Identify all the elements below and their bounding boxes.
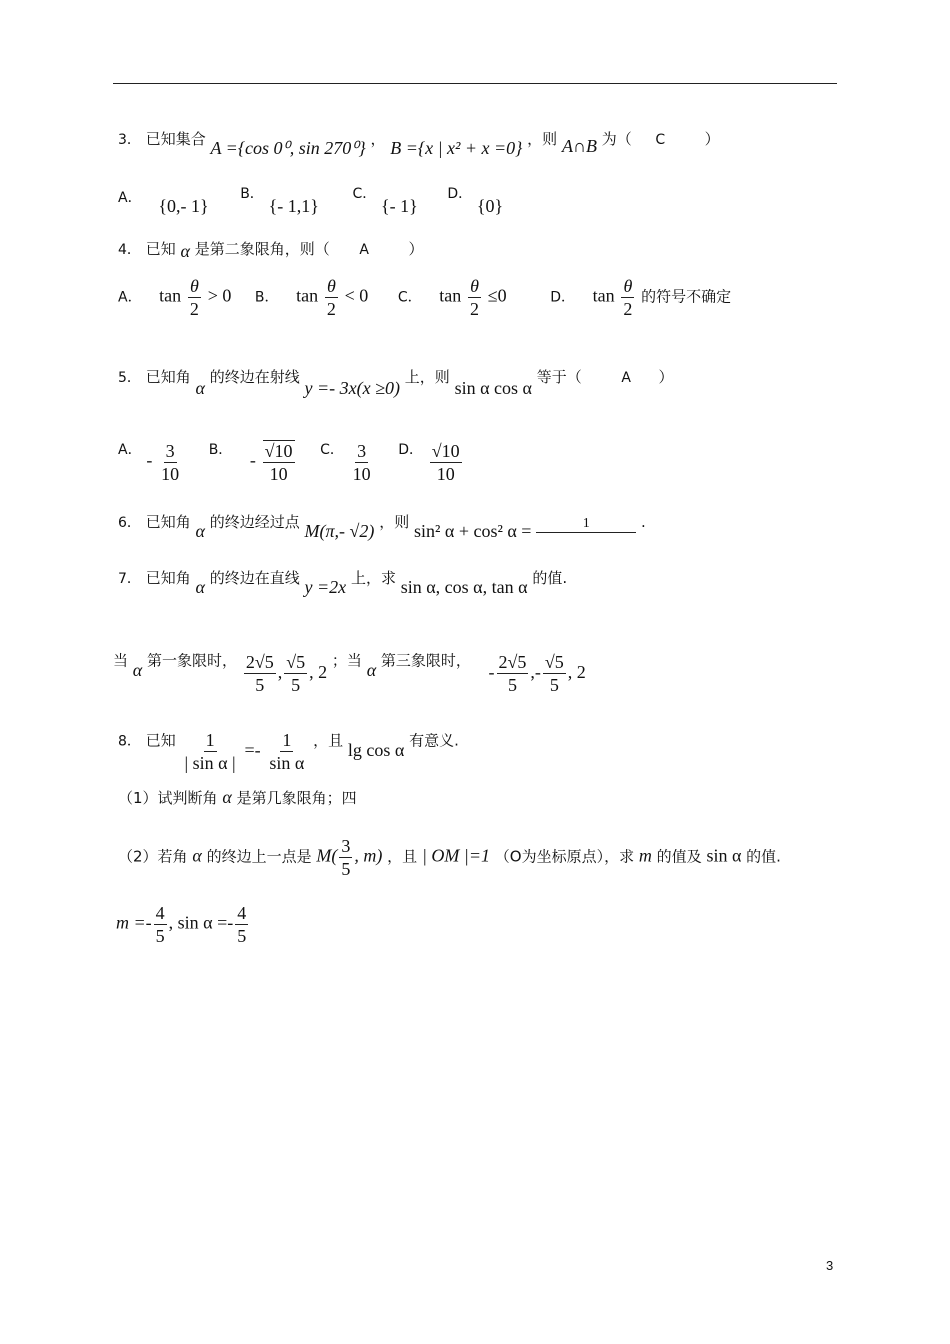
expression: sin α cos α	[454, 378, 532, 398]
question-number: 8．	[118, 733, 141, 750]
option-label: D．	[447, 186, 473, 202]
fraction: $\frac{1}{\text{sin α}}$	[269, 730, 305, 773]
question-5-options: A． - $\frac{3}{10}$ B． - $\frac{√10}{10}$ C． $\frac{3}{10}$ D． $\frac{√10}{10}$	[118, 440, 460, 484]
question-8: 8． 已知 $\frac{1}{\text{| sin α |}}$ =- $\frac{1}{\text{sin α}}$ ，且 lg cos α 有意义.	[118, 730, 459, 773]
fraction: $\frac{√5}{5}$	[286, 652, 306, 695]
answer: A	[621, 370, 631, 386]
question-8-part-2: （2）若角 α 的终边上一点是 M( $\frac{3}{5}$ , m) ，且 | OM |=1 （O为坐标原点），求 m 的值及 sin α 的值.	[118, 836, 781, 879]
question-number: 6．	[118, 515, 141, 531]
fraction: $\frac{3}{10}$	[352, 440, 371, 484]
answer: C	[655, 132, 666, 148]
question-8-part-1: （1）试判断角 α 是第几象限角；四	[118, 787, 357, 807]
answer-blank: 1	[536, 516, 636, 533]
fraction: $\frac{1}{\text{| sin α |}}$	[184, 730, 236, 773]
question-number: 4．	[118, 242, 141, 258]
fraction: $\frac{\theta}{2}$	[326, 276, 336, 319]
expression: sin² α + cos² α =	[413, 521, 532, 541]
fraction: $\frac{√5}{5}$	[544, 652, 564, 695]
page-number: 3	[826, 1258, 834, 1273]
option-value: {0}	[476, 196, 504, 216]
point-m: M(π,- √2)	[304, 521, 375, 541]
question-8-answer: m =- $\frac{4}{5}$ , sin α =- $\frac{4}{5}$	[116, 903, 247, 946]
fraction: $\frac{√10}{10}$	[264, 441, 293, 484]
fraction: $\frac{4}{5}$	[155, 903, 165, 946]
option-label: A．	[118, 190, 142, 206]
question-text: 已知集合	[145, 130, 206, 148]
option-value: {- 1}	[381, 196, 418, 216]
fraction: $\frac{3}{10}$	[161, 440, 180, 484]
answer: A	[359, 242, 369, 258]
question-5: 5． 已知角 α 的终边在射线 y =- 3x(x ≥0) 上，则 sin α cos α 等于（ A ）	[118, 368, 674, 398]
question-4: 4． 已知 α 是第二象限角，则（ A ）	[118, 240, 424, 261]
question-7: 7． 已知角 α 的终边在直线 y =2x 上，求 sin α, cos α, tan α 的值.	[118, 569, 568, 597]
question-6: 6． 已知角 α 的终边经过点 M(π,- √2) ，则 sin² α + cos² α = 1 .	[118, 513, 646, 541]
header-rule	[113, 83, 837, 84]
fraction: $\frac{2√5}{5}$	[498, 652, 527, 695]
question-number: 3．	[118, 132, 141, 148]
fraction: $\frac{2√5}{5}$	[245, 652, 274, 695]
question-4-options: A． tan $\frac{\theta}{2}$ > 0 B． tan $\frac{\theta}{2}$ < 0 C． tan $\frac{\theta}{2}$ ≤0 D． tan $\frac{\theta}{2}$ 的符号不确定	[118, 276, 732, 319]
fraction: $\frac{3}{5}$	[341, 836, 351, 879]
question-3: 3． 已知集合 A ={cos 0⁰, sin 270⁰} ， B ={x | x² + x =0} ，则 A∩B 为（ C ）	[118, 130, 720, 158]
set-b: B ={x | x² + x =0}	[390, 138, 523, 158]
question-number: 7．	[118, 571, 141, 587]
line-equation: y =2x	[304, 577, 347, 597]
fraction: $\frac{\theta}{2}$	[623, 276, 633, 319]
question-number: 5．	[118, 370, 141, 386]
alpha-symbol: α	[180, 241, 190, 261]
option-label: B．	[240, 186, 264, 202]
ray-equation: y =- 3x(x ≥0)	[304, 378, 401, 398]
intersection: A∩B	[561, 136, 597, 156]
question-3-options	[118, 186, 504, 216]
fraction: $\frac{√10}{10}$	[431, 440, 460, 484]
fraction: $\frac{\theta}{2}$	[470, 276, 479, 319]
option-label: C．	[352, 186, 377, 202]
option-value: {- 1,1}	[268, 196, 319, 216]
question-7-answer: 当 α 第一象限时， $\frac{2√5}{5}$ , $\frac{√5}{5}$ , 2 ；当 α 第三象限时， - $\frac{2√5}{5}$ ,- $\frac{√5}{5}$ , 2	[113, 651, 586, 695]
fraction: $\frac{4}{5}$	[237, 903, 247, 946]
set-a: A ={cos 0⁰, sin 270⁰}	[210, 138, 366, 158]
lg-cos: lg cos α	[347, 739, 405, 760]
expression: sin α, cos α, tan α	[400, 577, 528, 597]
option-value: {0,- 1}	[158, 196, 209, 216]
fraction: $\frac{\theta}{2}$	[189, 276, 199, 319]
